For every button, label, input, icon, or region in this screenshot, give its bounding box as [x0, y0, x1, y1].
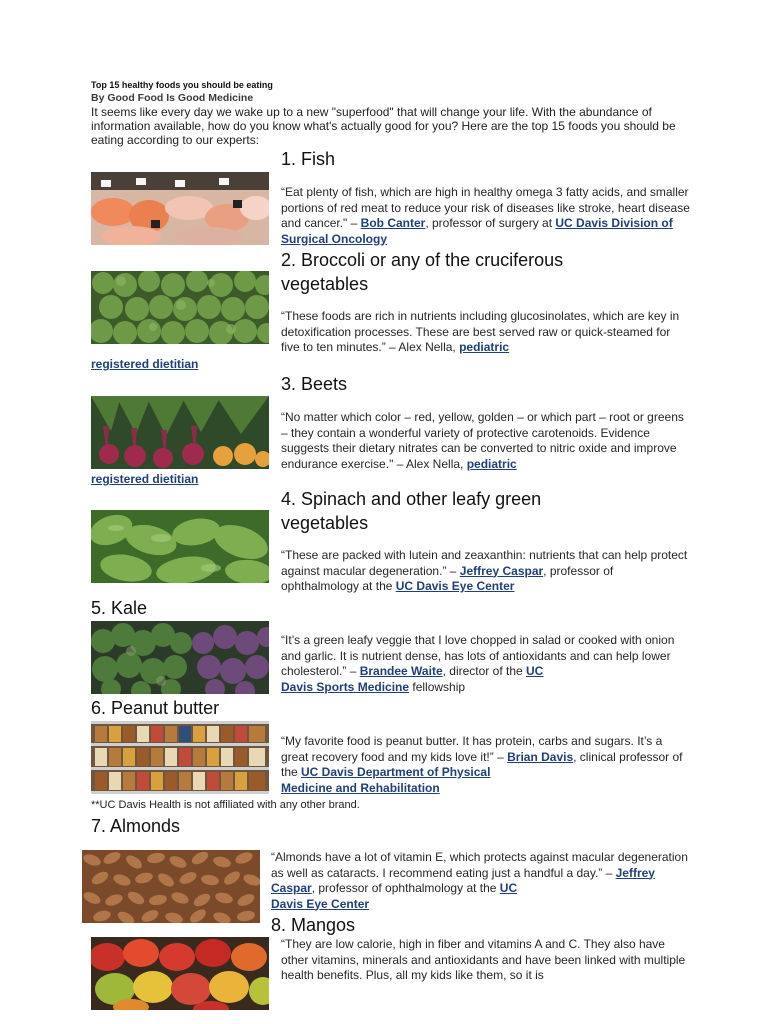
quote-fish-text: “Eat plenty of fish, which are high in healthy omega 3 fatty acids, and smaller portions of red meat to reduce your risk of diseases like stroke, heart disease and cancer." – [281, 185, 690, 230]
broccoli-photo [91, 271, 269, 344]
intro-paragraph: It seems like every day we wake up to a new "superfood" that will change your life. With the abundance of information available, how do you know what's actually good for you? Here are the top 15 foods you should be eating according to our experts: [91, 105, 676, 147]
tail-kale: fellowship [409, 679, 466, 694]
link-uc-davis-sports-medicine-part2[interactable]: Davis Sports Medicine [281, 679, 410, 694]
mangos-photo [91, 937, 269, 1010]
document-title: Top 15 healthy foods you should be eating [91, 80, 273, 90]
quote-spinach-text: “These are packed with lutein and zeaxanthin: nutrients that can help protect against macular degeneration.” – [281, 548, 688, 578]
quote-mangos: “They are low calorie, high in fiber and vitamins A and C. They also have other vitamins, minerals and antioxidants and have been linked with multiple health benefits. Plus, all my kids like them, so it is [281, 937, 686, 982]
heading-broccoli-line2: vegetables [281, 274, 369, 294]
quote-peanut-butter-text: “My favorite food is peanut butter. It has protein, carbs and sugars. It’s a great recovery food and my kids love it!” – [281, 734, 663, 764]
peanut-butter-shelf-photo [91, 721, 269, 794]
heading-peanut-butter: 6. Peanut butter [91, 698, 220, 718]
link-brian-davis[interactable]: Brian Davis [507, 749, 574, 764]
byline: By Good Food Is Good Medicine [91, 92, 254, 104]
link-uc-davis-eye-center-almonds-part2[interactable]: Davis Eye Center [271, 896, 370, 911]
link-uc-davis-surgical-oncology[interactable]: UC Davis Division of Surgical Oncology [281, 216, 673, 246]
link-brandee-waite[interactable]: Brandee Waite [359, 664, 443, 678]
link-registered-dietitian-beets[interactable]: registered dietitian [91, 472, 199, 486]
role-kale: , director of the [442, 664, 526, 678]
link-uc-davis-pmr-part2[interactable]: Medicine and Rehabilitation [281, 780, 440, 795]
quote-fish [281, 185, 691, 247]
quote-beets [281, 410, 691, 472]
heading-mangos: 8. Mangos [271, 915, 356, 935]
almonds-photo [82, 850, 260, 923]
heading-spinach-line1: 4. Spinach and other leafy green [281, 489, 542, 509]
link-bob-canter[interactable]: Bob Canter [360, 216, 426, 230]
heading-kale: 5. Kale [91, 598, 148, 618]
role-spinach: , professor of ophthalmology at the [281, 563, 614, 593]
role-peanut-butter: , clinical professor of the [281, 749, 683, 779]
link-jeffrey-caspar-almonds[interactable]: Jeffrey Caspar [271, 865, 655, 895]
heading-almonds: 7. Almonds [91, 816, 181, 836]
quote-kale [281, 633, 691, 695]
role-almonds: , professor of ophthalmology at the [311, 881, 500, 895]
link-uc-davis-eye-center-spinach[interactable]: UC Davis Eye Center [395, 579, 515, 593]
leafy-greens-photo [91, 510, 269, 583]
link-jeffrey-caspar-spinach[interactable]: Jeffrey Caspar [459, 563, 544, 578]
link-uc-davis-sports-medicine-part1[interactable]: UC [526, 664, 544, 678]
beets-photo [91, 396, 269, 469]
link-registered-dietitian-broccoli[interactable]: registered dietitian [91, 357, 199, 371]
heading-broccoli-line1: 2. Broccoli or any of the cruciferous [281, 250, 564, 270]
disclaimer-note: **UC Davis Health is not affiliated with any other brand. [91, 799, 360, 811]
quote-almonds [271, 850, 691, 912]
kale-photo [91, 621, 269, 694]
quote-peanut-butter [281, 734, 691, 796]
quote-spinach [281, 548, 691, 595]
link-uc-davis-pmr-part1[interactable]: UC Davis Department of Physical [301, 765, 491, 779]
heading-spinach-line2: vegetables [281, 513, 369, 533]
link-uc-davis-eye-center-almonds-part1[interactable]: UC [499, 881, 518, 895]
fish-market-photo [91, 172, 269, 245]
heading-beets: 3. Beets [281, 374, 348, 394]
link-pediatric-broccoli[interactable]: pediatric [459, 340, 510, 354]
link-pediatric-beets[interactable]: pediatric [466, 456, 517, 471]
quote-almonds-text: “Almonds have a lot of vitamin E, which protects against macular degeneration as well as cataracts. I recommend eating just a handful a day.” – [271, 850, 688, 880]
quote-broccoli-text: “These foods are rich in nutrients including glucosinolates, which are key in detoxification processes. These are best served raw or quick-steamed for five to ten minutes.” – Alex Nella, [281, 309, 680, 354]
quote-broccoli [281, 309, 691, 356]
quote-kale-text: “It’s a green leafy veggie that I love chopped in salad or cooked with onion and garlic. It is nutrient dense, has lots of antioxidants and can help lower cholesterol.” – [281, 633, 675, 678]
quote-beets-text: “No matter which color – red, yellow, golden – or which part – root or greens – they contain a wonderful variety of protective carotenoids. Evidence suggests their dietary nitrates can be converted to nitric oxide and improve endurance exercise." – Alex Nella, [281, 410, 684, 471]
role-fish: , professor of surgery at [425, 216, 556, 230]
heading-fish: 1. Fish [281, 149, 336, 169]
